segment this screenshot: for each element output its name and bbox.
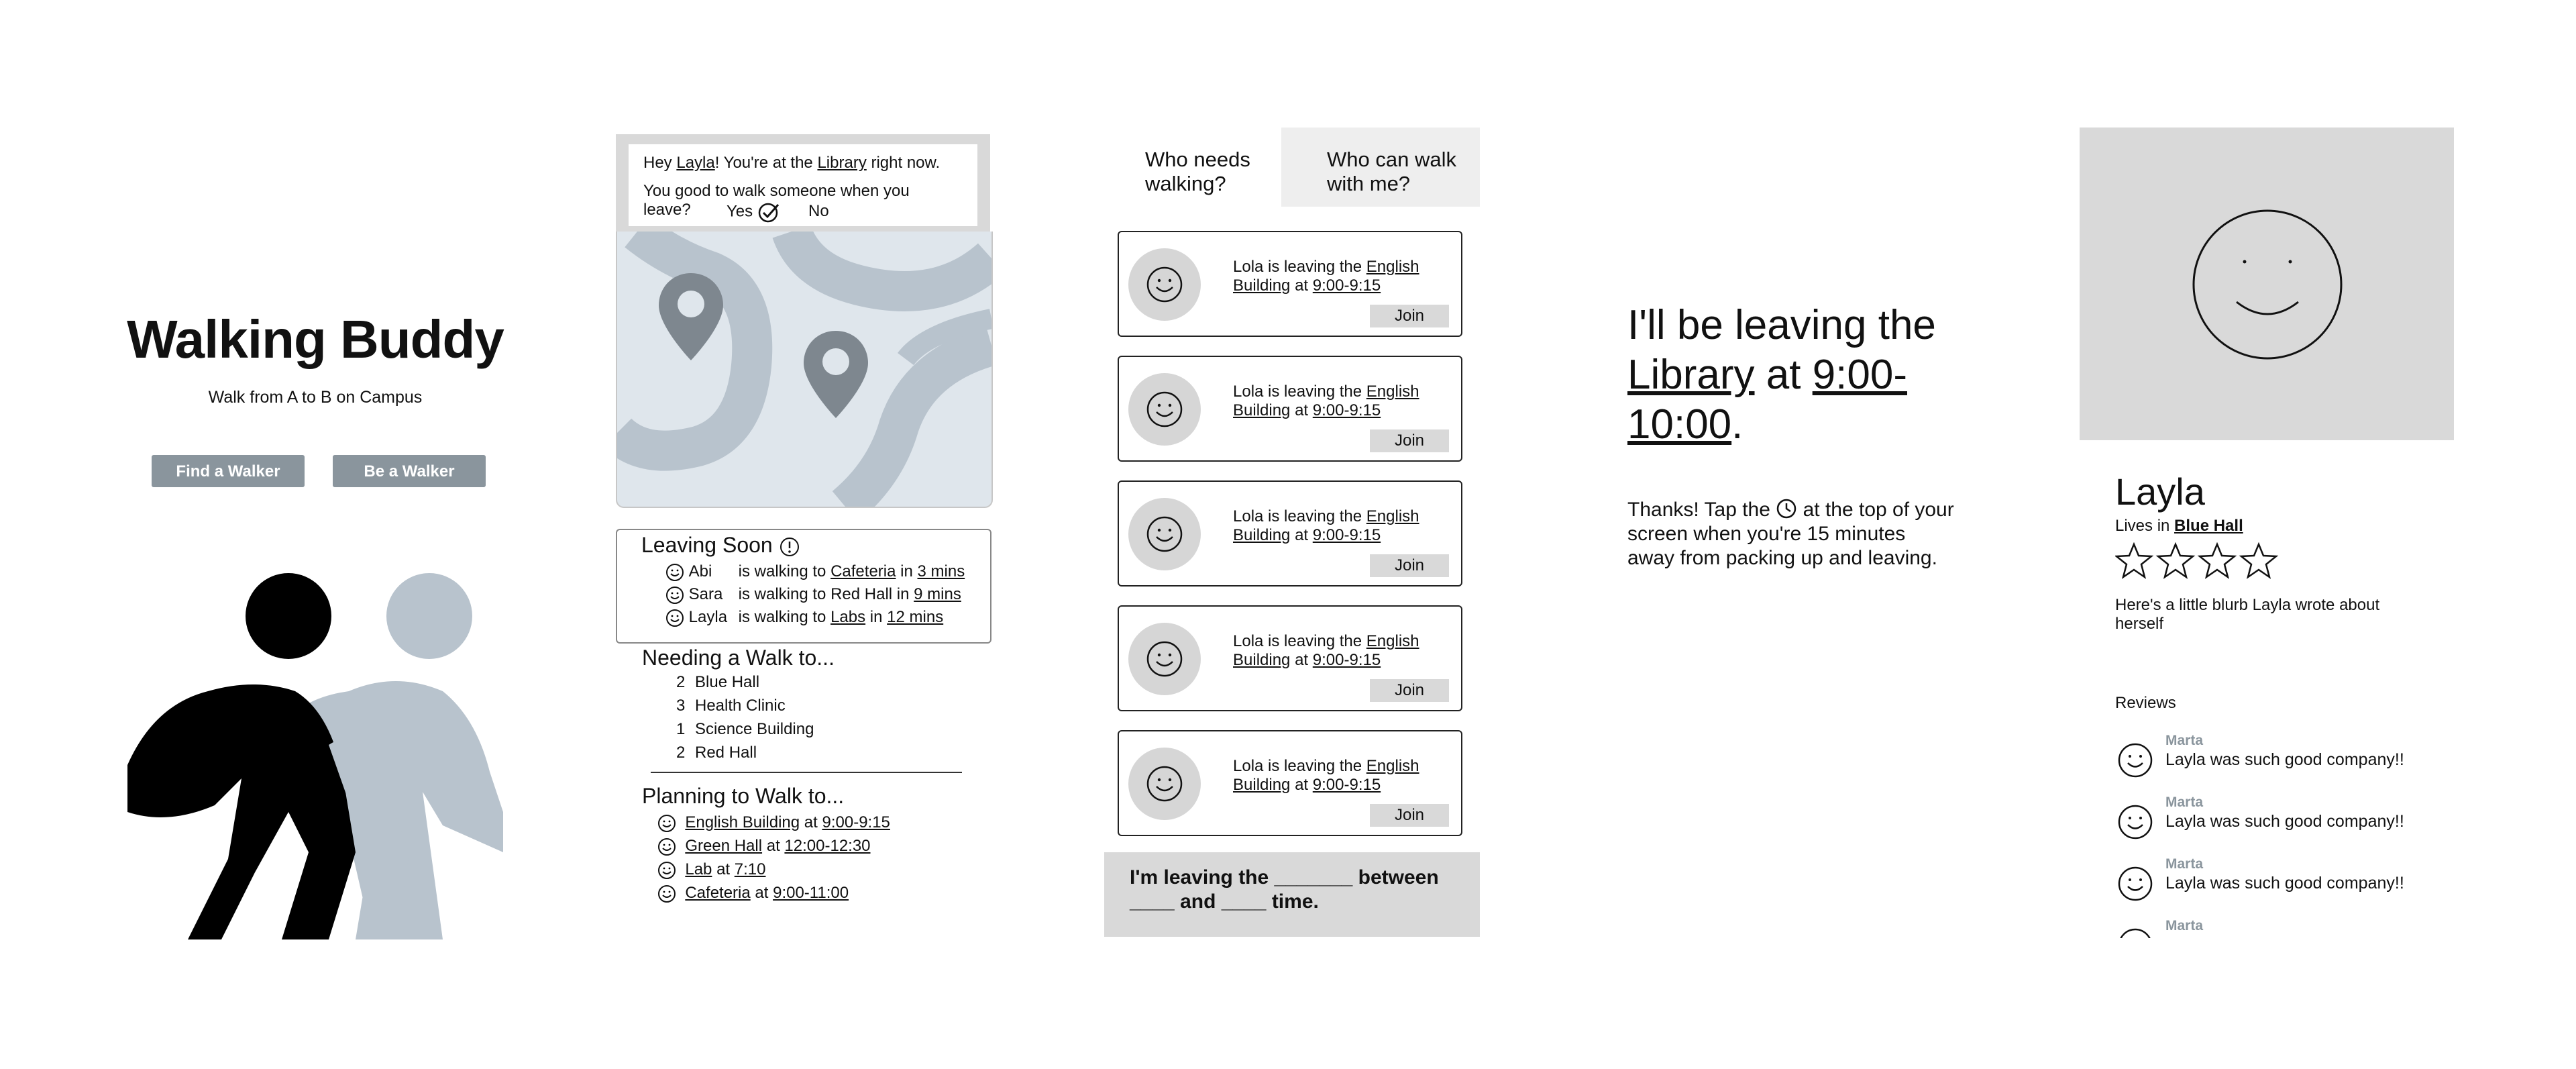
time-link[interactable]: 3 mins xyxy=(917,562,965,580)
smiley-icon xyxy=(1146,765,1183,803)
walker-avatar xyxy=(1128,748,1201,820)
check-circle-icon xyxy=(757,201,780,223)
card-place-link[interactable]: English Building xyxy=(1233,632,1419,669)
dest-link[interactable]: Cafeteria xyxy=(830,562,896,580)
confirmation-time-link[interactable]: 9:00-10:00 xyxy=(1627,352,1908,448)
dest-text: Red Hall xyxy=(830,585,893,603)
smiley-icon xyxy=(665,609,684,627)
join-button[interactable]: Join xyxy=(1370,679,1449,702)
needing-walk-title: Needing a Walk to... xyxy=(642,646,835,670)
no-option[interactable]: No xyxy=(808,202,829,220)
review-author: Marta xyxy=(2165,856,2204,872)
review-text: Layla was such good company!! xyxy=(2165,874,2404,893)
smiley-icon xyxy=(665,586,684,605)
walker-avatar xyxy=(1128,498,1201,570)
planning-place-link[interactable]: Lab xyxy=(685,860,712,878)
review-text: Layla was such good company!! xyxy=(2165,812,2404,831)
leaving-soon-row[interactable] xyxy=(665,562,965,582)
tab-who-can-walk[interactable]: Who can walk with me? xyxy=(1327,148,1456,195)
planning-place-link[interactable]: Green Hall xyxy=(685,837,763,855)
prompt-end: right now. xyxy=(866,154,941,172)
walker-card-text xyxy=(1233,507,1454,545)
card-lead: Lola is leaving the xyxy=(1233,258,1366,276)
join-button[interactable]: Join xyxy=(1370,429,1449,452)
profile-blurb: Here's a little blurb Layla wrote about herself xyxy=(2115,596,2380,633)
smiley-icon xyxy=(657,837,676,856)
planning-place-link[interactable]: English Building xyxy=(685,813,800,831)
needing-place: Science Building xyxy=(695,720,814,738)
planning-item[interactable] xyxy=(657,884,849,903)
smiley-icon xyxy=(1146,391,1183,428)
review-author: Marta xyxy=(2165,918,2204,933)
map-pin-icon[interactable] xyxy=(659,273,723,360)
join-button[interactable]: Join xyxy=(1370,305,1449,327)
review-text: Layla was such good company!! xyxy=(2165,750,2404,769)
card-lead: Lola is leaving the xyxy=(1233,757,1366,775)
prompt-name-link[interactable]: Layla xyxy=(676,154,715,172)
walk-prompt-card xyxy=(629,144,977,226)
needing-item[interactable] xyxy=(676,673,759,692)
reviews-title: Reviews xyxy=(2115,694,2176,712)
clock-icon xyxy=(1776,498,1797,519)
row-text: is walking to xyxy=(738,608,826,626)
leaving-soon-title: Leaving Soon xyxy=(641,533,773,557)
walker-card xyxy=(1118,231,1462,337)
profile-name: Layla xyxy=(2115,470,2205,513)
leaving-soon-row[interactable] xyxy=(665,585,961,605)
leaving-confirmation xyxy=(1627,301,1976,450)
prompt-place-link[interactable]: Library xyxy=(817,154,867,172)
thanks-message xyxy=(1627,498,1956,570)
yes-label: Yes xyxy=(727,202,753,221)
app-subtitle: Walk from A to B on Campus xyxy=(208,388,423,407)
walker-avatar xyxy=(1128,373,1201,446)
smiley-icon xyxy=(657,884,676,903)
needing-place: Blue Hall xyxy=(695,673,760,691)
review-author: Marta xyxy=(2165,733,2204,748)
card-lead: Lola is leaving the xyxy=(1233,507,1366,525)
card-at: at xyxy=(1290,526,1313,544)
card-time-link[interactable]: 9:00-9:15 xyxy=(1312,651,1381,669)
smiley-icon xyxy=(2117,866,2153,902)
prompt-hey: Hey xyxy=(643,154,677,172)
join-button[interactable]: Join xyxy=(1370,554,1449,577)
confirmation-end: . xyxy=(1731,401,1743,448)
smiley-icon xyxy=(2117,804,2153,840)
smiley-icon xyxy=(2117,927,2153,938)
card-place-link[interactable]: English Building xyxy=(1233,383,1419,419)
leaving-soon-panel xyxy=(616,529,991,644)
tab-who-needs-walking[interactable]: Who needs walking? xyxy=(1145,148,1250,195)
planning-item[interactable] xyxy=(657,860,765,880)
thanks-text-a: Thanks! Tap the xyxy=(1627,499,1776,521)
walker-card xyxy=(1118,480,1462,587)
needing-count: 2 xyxy=(676,744,686,762)
confirmation-at: at xyxy=(1754,352,1813,398)
planning-at: at xyxy=(804,813,818,831)
walking-people-illustration xyxy=(127,570,510,939)
card-lead: Lola is leaving the xyxy=(1233,632,1366,650)
needing-item[interactable] xyxy=(676,744,757,762)
walker-avatar xyxy=(1128,248,1201,321)
card-time-link[interactable]: 9:00-9:15 xyxy=(1312,401,1381,419)
prompt-question: You good to walk someone when you leave? xyxy=(643,182,910,219)
profile-lives-in xyxy=(2115,517,2243,536)
walker-card xyxy=(1118,730,1462,836)
find-walker-button[interactable]: Find a Walker xyxy=(152,455,305,487)
card-time-link[interactable]: 9:00-9:15 xyxy=(1312,776,1381,794)
smiley-icon xyxy=(1146,266,1183,303)
row-in: in xyxy=(869,608,883,626)
star-rating[interactable] xyxy=(2115,542,2283,584)
confirmation-lead: I'll be leaving the xyxy=(1627,302,1936,348)
leaving-soon-row[interactable] xyxy=(665,608,943,627)
card-at: at xyxy=(1290,776,1313,794)
planning-walk-title: Planning to Walk to... xyxy=(642,784,845,808)
smiley-icon xyxy=(1146,640,1183,678)
confirmation-place-link[interactable]: Library xyxy=(1627,352,1755,398)
planning-at: at xyxy=(766,837,780,855)
star-icons xyxy=(2115,542,2283,581)
campus-map[interactable] xyxy=(616,232,993,508)
smiley-icon xyxy=(2117,742,2153,778)
review-item xyxy=(2117,795,2426,848)
lives-prefix: Lives in xyxy=(2115,517,2175,535)
needing-item[interactable] xyxy=(676,697,786,715)
lives-place-link[interactable]: Blue Hall xyxy=(2174,517,2243,535)
card-time-link[interactable]: 9:00-9:15 xyxy=(1312,526,1381,544)
planning-place-link[interactable]: Cafeteria xyxy=(685,884,751,902)
planning-at: at xyxy=(716,860,731,878)
walker-card-text xyxy=(1233,757,1454,795)
planning-time-link[interactable]: 12:00-12:30 xyxy=(784,837,871,855)
time-link[interactable]: 9 mins xyxy=(914,585,961,603)
info-icon[interactable] xyxy=(779,536,800,558)
time-link[interactable]: 12 mins xyxy=(887,608,944,626)
planning-item[interactable] xyxy=(657,837,871,856)
needing-place: Health Clinic xyxy=(695,697,786,715)
card-at: at xyxy=(1290,276,1313,295)
planning-item[interactable] xyxy=(657,813,890,833)
section-divider xyxy=(651,772,962,773)
card-place-link[interactable]: English Building xyxy=(1233,757,1419,794)
walker-name: Layla xyxy=(688,608,728,626)
walker-card xyxy=(1118,356,1462,462)
card-at: at xyxy=(1290,651,1313,669)
smiley-icon xyxy=(1146,515,1183,553)
card-place-link[interactable]: English Building xyxy=(1233,507,1419,544)
dest-link[interactable]: Labs xyxy=(830,608,866,626)
walker-name: Abi xyxy=(688,562,712,580)
walker-card xyxy=(1118,605,1462,711)
thanks-text-b: at the top of your screen when you're 15 minutes away from packing up and leaving. xyxy=(1627,499,1954,569)
walker-avatar xyxy=(1128,623,1201,695)
smiley-icon xyxy=(657,814,676,833)
needing-count: 3 xyxy=(676,697,686,715)
yes-option[interactable] xyxy=(727,201,780,223)
card-place-link[interactable]: English Building xyxy=(1233,258,1419,295)
card-lead: Lola is leaving the xyxy=(1233,383,1366,401)
row-in: in xyxy=(896,585,910,603)
row-text: is walking to xyxy=(738,585,826,603)
profile-photo[interactable] xyxy=(2080,128,2454,440)
smiley-face-icon xyxy=(2191,208,2344,361)
row-text: is walking to xyxy=(738,562,826,580)
needing-count: 1 xyxy=(676,720,686,738)
prompt-mid: ! You're at the xyxy=(714,154,818,172)
review-author: Marta xyxy=(2165,795,2204,810)
planning-time-link[interactable]: 9:00-9:15 xyxy=(822,813,890,831)
card-time-link[interactable]: 9:00-9:15 xyxy=(1312,276,1381,295)
walker-card-text xyxy=(1233,383,1454,420)
walker-name: Sara xyxy=(688,585,723,603)
card-at: at xyxy=(1290,401,1313,419)
be-walker-button[interactable]: Be a Walker xyxy=(333,455,486,487)
walker-card-text xyxy=(1233,258,1454,295)
join-button[interactable]: Join xyxy=(1370,804,1449,827)
row-in: in xyxy=(900,562,913,580)
smiley-icon xyxy=(665,563,684,582)
planning-at: at xyxy=(755,884,769,902)
map-pin-icon[interactable] xyxy=(804,331,868,418)
smiley-icon xyxy=(657,861,676,880)
planning-time-link[interactable]: 7:10 xyxy=(734,860,766,878)
needing-count: 2 xyxy=(676,673,686,691)
needing-place: Red Hall xyxy=(695,744,757,762)
needing-item[interactable] xyxy=(676,720,814,739)
review-item xyxy=(2117,856,2426,910)
planning-time-link[interactable]: 9:00-11:00 xyxy=(773,884,849,902)
app-title: Walking Buddy xyxy=(127,309,504,369)
review-item xyxy=(2117,733,2426,786)
leaving-form-text[interactable]: I'm leaving the _______ between ____ and ____ time. xyxy=(1130,866,1439,913)
review-item xyxy=(2117,918,2426,938)
walker-card-text xyxy=(1233,632,1454,670)
